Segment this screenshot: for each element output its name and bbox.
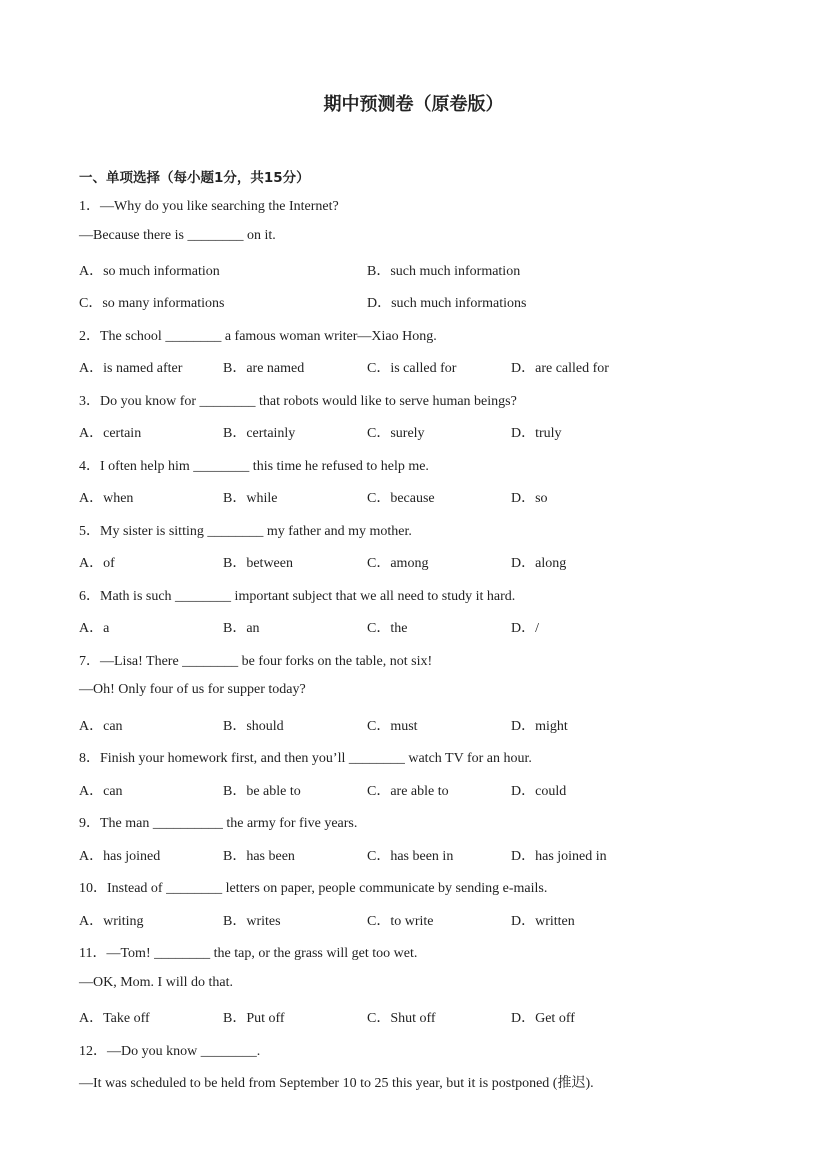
option-d: D．/ [511, 621, 539, 636]
option-row [79, 552, 759, 572]
option-c: C．are able to [367, 784, 449, 799]
option-row [79, 292, 759, 312]
question-stem: 2．The school ________ a famous woman writer—Xiao Hong. [79, 329, 437, 344]
option-row [79, 845, 759, 865]
question-stem: 12．—Do you know ________. [79, 1044, 261, 1059]
option-a: A．when [79, 491, 134, 506]
option-c: C．surely [367, 426, 425, 441]
option-a: A．writing [79, 914, 144, 929]
option-b: B．while [223, 491, 278, 506]
option-d: D．such much informations [367, 296, 527, 311]
question-stem: 9．The man __________ the army for five years. [79, 816, 358, 831]
option-b: B．has been [223, 849, 295, 864]
question-dialogue: —OK, Mom. I will do that. [79, 975, 233, 990]
question-dialogue: —Oh! Only four of us for supper today? [79, 682, 306, 697]
option-a: A．can [79, 784, 123, 799]
question-stem: 7．—Lisa! There ________ be four forks on the table, not six! [79, 654, 433, 669]
option-b: B．writes [223, 914, 281, 929]
option-c: C．to write [367, 914, 434, 929]
option-a: A．of [79, 556, 115, 571]
option-a: A．a [79, 621, 110, 636]
question-stem: 4．I often help him ________ this time he refused to help me. [79, 459, 429, 474]
question-dialogue: —It was scheduled to be held from September 10 to 25 this year, but it is postponed (推迟). [79, 1076, 594, 1091]
option-row [79, 910, 759, 930]
option-c: C．among [367, 556, 429, 571]
question-stem: 1．—Why do you like searching the Internet? [79, 199, 339, 214]
section-heading: 一、单项选择（每小题1分，共15分） [79, 170, 310, 186]
option-b: B．are named [223, 361, 305, 376]
option-c: C．because [367, 491, 435, 506]
option-a: A．can [79, 719, 123, 734]
page-title: 期中预测卷（原卷版） [323, 94, 504, 115]
option-d: D．has joined in [511, 849, 607, 864]
option-b: B．Put off [223, 1011, 285, 1026]
option-c: C．has been in [367, 849, 454, 864]
option-c: C．the [367, 621, 408, 636]
option-row [79, 780, 759, 800]
option-a: A．has joined [79, 849, 161, 864]
option-a: A．is named after [79, 361, 183, 376]
option-c: C．so many informations [79, 296, 225, 311]
option-d: D．so [511, 491, 548, 506]
option-b: B．should [223, 719, 284, 734]
option-row [79, 260, 759, 280]
option-d: D．written [511, 914, 575, 929]
option-c: C．Shut off [367, 1011, 436, 1026]
question-stem: 3．Do you know for ________ that robots would like to serve human beings? [79, 394, 517, 409]
option-a: A．certain [79, 426, 142, 441]
option-c: C．must [367, 719, 418, 734]
option-row [79, 487, 759, 507]
option-b: B．such much information [367, 264, 521, 279]
question-stem: 10．Instead of ________ letters on paper, people communicate by sending e-mails. [79, 881, 548, 896]
option-row [79, 617, 759, 637]
option-d: D．are called for [511, 361, 609, 376]
question-dialogue: —Because there is ________ on it. [79, 228, 276, 243]
option-b: B．certainly [223, 426, 296, 441]
option-a: A．so much information [79, 264, 220, 279]
option-d: D．truly [511, 426, 562, 441]
option-row [79, 422, 759, 442]
option-d: D．could [511, 784, 567, 799]
question-stem: 6．Math is such ________ important subject that we all need to study it hard. [79, 589, 516, 604]
option-row [79, 357, 759, 377]
option-d: D．along [511, 556, 567, 571]
option-c: C．is called for [367, 361, 457, 376]
option-a: A．Take off [79, 1011, 150, 1026]
question-stem: 11．—Tom! ________ the tap, or the grass will get too wet. [79, 946, 418, 961]
option-b: B．an [223, 621, 260, 636]
option-d: D．Get off [511, 1011, 575, 1026]
option-row [79, 1007, 759, 1027]
question-stem: 5．My sister is sitting ________ my father and my mother. [79, 524, 412, 539]
option-b: B．be able to [223, 784, 301, 799]
option-row [79, 715, 759, 735]
question-stem: 8．Finish your homework first, and then you’ll ________ watch TV for an hour. [79, 751, 532, 766]
option-b: B．between [223, 556, 293, 571]
option-d: D．might [511, 719, 568, 734]
